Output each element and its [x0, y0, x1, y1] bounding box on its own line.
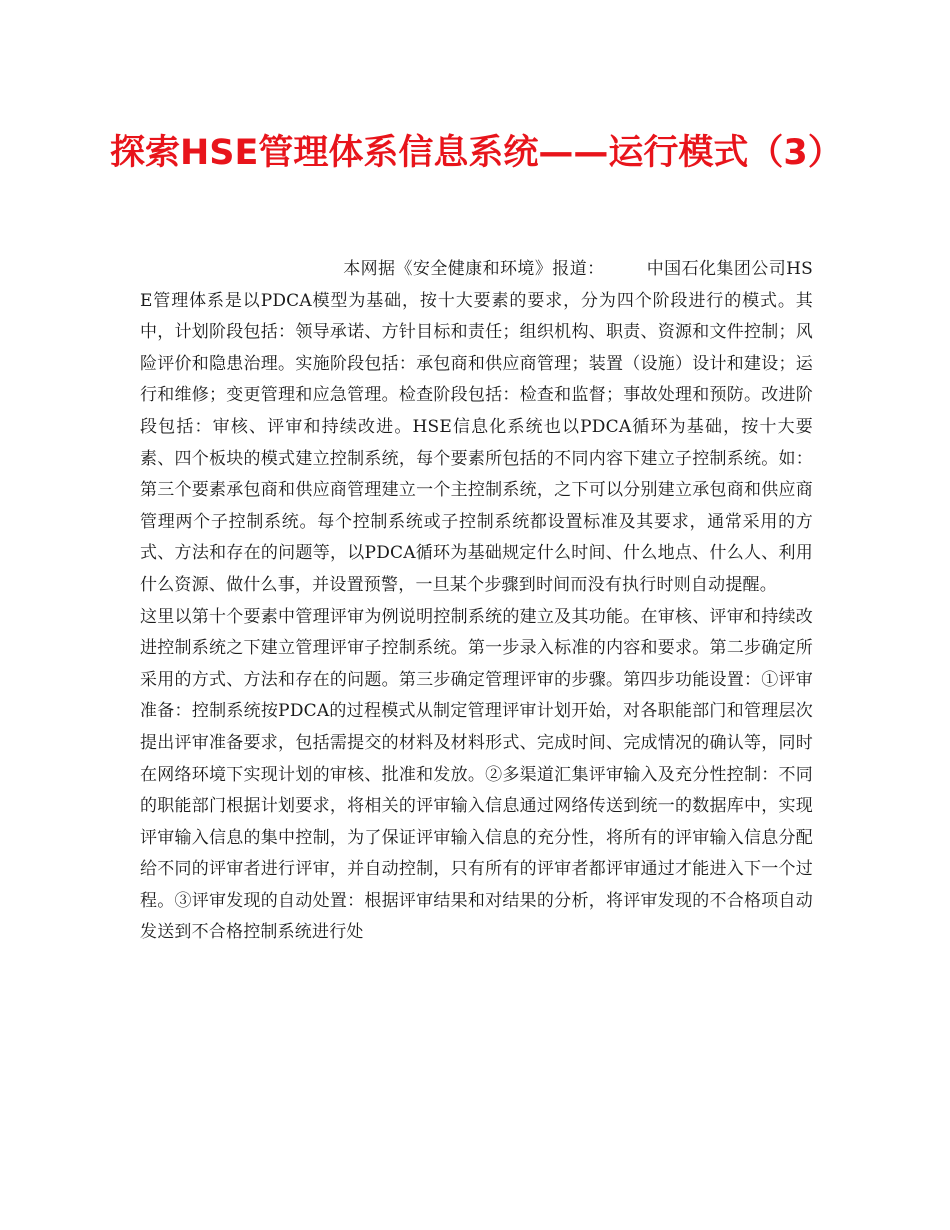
document-body [140, 254, 813, 949]
intro-text: 本网据《安全健康和环境》报道： [343, 259, 605, 279]
paragraph-1: 中国石化集团公司HSE管理体系是以PDCA模型为基础，按十大要素的要求，分为四个阶段进行的模式。其中，计划阶段包括：领导承诺、方针目标和责任；组织机构、职责、资源和文件控制；风险评价和隐患治理。实施阶段包括：承包商和供应商管理；装置（设施）设计和建设；运行和维修；变更管理和应急管理。检查阶段包括：检查和监督；事故处理和预防。改进阶段包括：审核、评审和持续改进。HSE信息化系统也以PDCA循环为基础，按十大要素、四个板块的模式建立控制系统，每个要素所包括的不同内容下建立子控制系统。如：第三个要素承包商和供应商管理建立一个主控制系统，之下可以分别建立承包商和供应商管理两个子控制系统。每个控制系统或子控制系统都设置标准及其要求，通常采用的方式、方法和存在的问题等，以PDCA循环为基础规定什么时间、什么地点、什么人、利用什么资源、做什么事，并设置预警，一旦某个步骤到时间而没有执行时则自动提醒。 [140, 259, 813, 595]
document-title: 探索HSE管理体系信息系统——运行模式（3） [110, 133, 843, 173]
paragraph-2: 这里以第十个要素中管理评审为例说明控制系统的建立及其功能。在审核、评审和持续改进控制系统之下建立管理评审子控制系统。第一步录入标准的内容和要求。第二步确定所采用的方式、方法和存在的问题。第三步确定管理评审的步骤。第四步功能设置：①评审准备：控制系统按PDCA的过程模式从制定管理评审计划开始，对各职能部门和管理层次提出评审准备要求，包括需提交的材料及材料形式、完成时间、完成情况的确认等，同时在网络环境下实现计划的审核、批准和发放。②多渠道汇集评审输入及充分性控制：不同的职能部门根据计划要求，将相关的评审输入信息通过网络传送到统一的数据库中，实现评审输入信息的集中控制，为了保证评审输入信息的充分性，将所有的评审输入信息分配给不同的评审者进行评审，并自动控制，只有所有的评审者都评审通过才能进入下一个过程。③评审发现的自动处置：根据评审结果和对结果的分析，将评审发现的不合格项自动发送到不合格控制系统进行处 [140, 606, 813, 943]
